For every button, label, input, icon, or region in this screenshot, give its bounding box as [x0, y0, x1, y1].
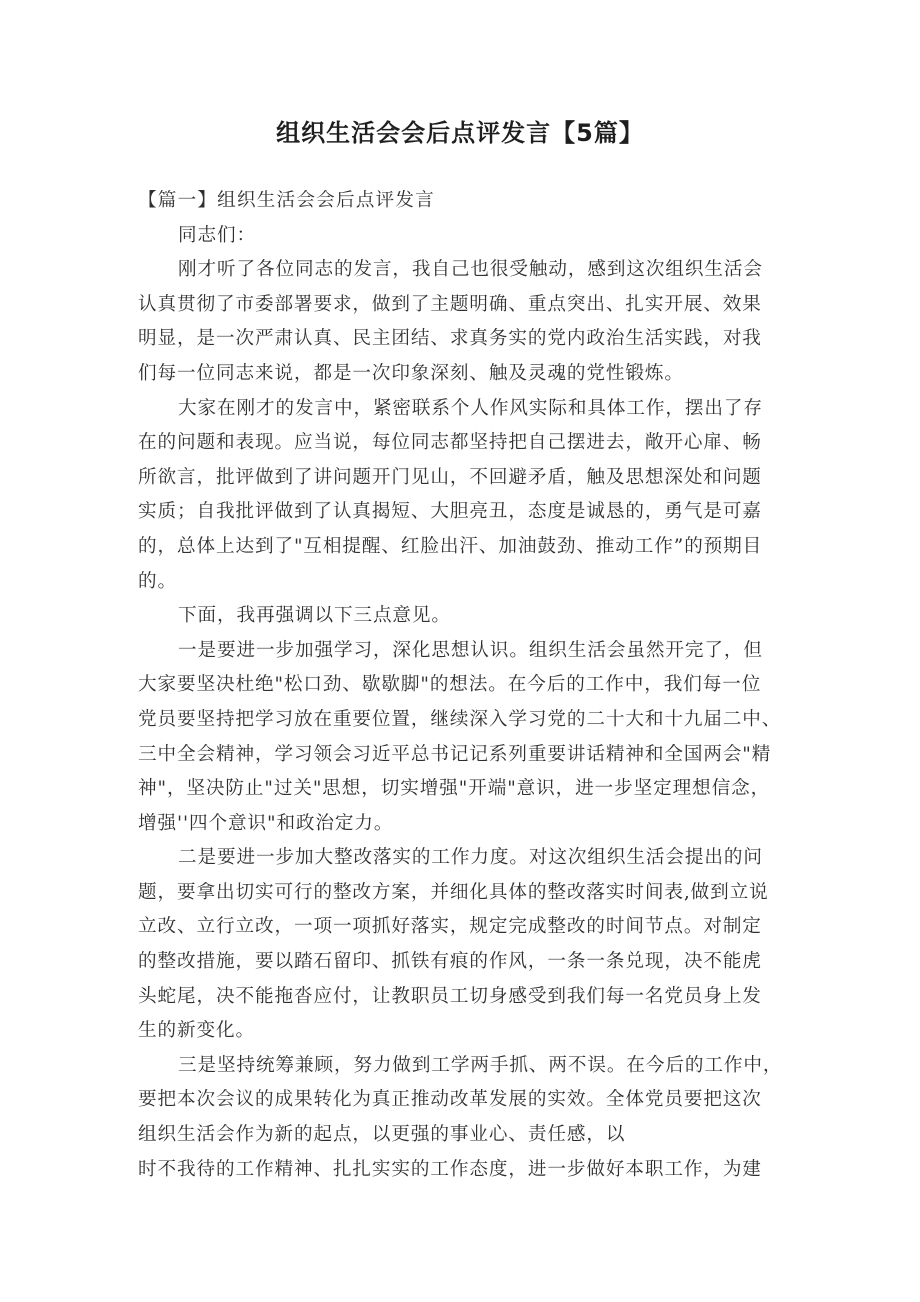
paragraph-line: 下面，我再强调以下三点意见。 — [178, 605, 451, 627]
paragraph-line: 三中全会精神，学习领会习近平总书记记系列重要讲话精神和全国两会"精 — [138, 743, 772, 765]
document-title: 组织生活会会后点评发言【5篇】 — [276, 119, 644, 147]
paragraph-line: 增强''四个意识"和政治定力。 — [138, 812, 394, 834]
paragraph-line: 们每一位同志来说，都是一次印象深刻、触及灵魂的党性锻炼。 — [138, 362, 684, 384]
paragraph-line: 要把本次会议的成果转化为真正推动改革发展的实效。全体党员要把这次 — [138, 1089, 762, 1111]
document-body — [138, 184, 798, 1187]
paragraph-line: 在的问题和表现。应当说，每位同志都坚持把自己摆进去，敞开心扉、畅 — [138, 432, 762, 454]
paragraph-line: 组织生活会作为新的起点，以更强的事业心、责任感，以 — [138, 1124, 626, 1146]
paragraph-line: 认真贯彻了市委部署要求，做到了主题明确、重点突出、扎实开展、效果 — [138, 293, 762, 315]
paragraph-line: 党员要坚持把学习放在重要位置，继续深入学习党的二十大和十九届二中、 — [138, 708, 782, 730]
paragraph-line: 实质；自我批评做到了认真揭短、大胆亮丑，态度是诚恳的，勇气是可嘉 — [138, 501, 762, 523]
paragraph-line: 题，要拿出切实可行的整改方案，并细化具体的整改落实时间表,做到立说 — [138, 881, 769, 903]
salutation: 同志们： — [178, 224, 256, 246]
paragraph — [138, 392, 798, 600]
paragraph-line: 的，总体上达到了"互相提醒、红脸出汗、加油鼓劲、推动工作”的预期目 — [138, 535, 763, 557]
paragraph-line: 大家在刚才的发言中，紧密联系个人作风实际和具体工作，摆出了存 — [178, 397, 763, 419]
paragraph-line: 的整改措施，要以踏石留印、抓铁有痕的作风，一条一条兑现，决不能虎 — [138, 951, 762, 973]
paragraph — [138, 1049, 798, 1187]
paragraph-line: 二是要进一步加大整改落实的工作力度。对这次组织生活会提出的问 — [178, 847, 763, 869]
paragraph-line: 所欲言，批评做到了讲问题开门见山，不回避矛盾，触及思想深处和问题 — [138, 466, 762, 488]
paragraph-line: 生的新变化。 — [138, 1020, 255, 1042]
paragraph-line: 三是坚持统筹兼顾，努力做到工学两手抓、两不误。在今后的工作中， — [178, 1054, 783, 1076]
paragraph — [138, 634, 798, 842]
paragraph-line: 神"，坚决防止"过关"思想，切实增强"开端"意识，进一步坚定理想信念， — [138, 778, 771, 800]
paragraph-line: 时不我待的工作精神、扎扎实实的工作态度，进一步做好本职工作，为建 — [138, 1158, 762, 1180]
paragraph — [138, 599, 798, 634]
paragraph-line: 的。 — [138, 570, 177, 592]
paragraph — [138, 841, 798, 1049]
paragraph-line: 刚才听了各位同志的发言，我自己也很受触动，感到这次组织生活会 — [178, 259, 763, 281]
paragraph-line: 大家要坚决杜绝"松口劲、歇歇脚"的想法。在今后的工作中，我们每一位 — [138, 674, 762, 696]
paragraph-line: 头蛇尾，决不能拖沓应付，让教职员工切身感受到我们每一名党员身上发 — [138, 985, 762, 1007]
paragraph-line: 一是要进一步加强学习，深化思想认识。组织生活会虽然开完了，但 — [178, 639, 763, 661]
paragraph-line: 立改、立行立改，一项一项抓好落实，规定完成整改的时间节点。对制定 — [138, 916, 762, 938]
section-heading: 【篇一】组织生活会会后点评发言 — [138, 190, 435, 211]
paragraph — [138, 253, 798, 391]
paragraph-line: 明显，是一次严肃认真、民主团结、求真务实的党内政治生活实践，对我 — [138, 328, 762, 350]
